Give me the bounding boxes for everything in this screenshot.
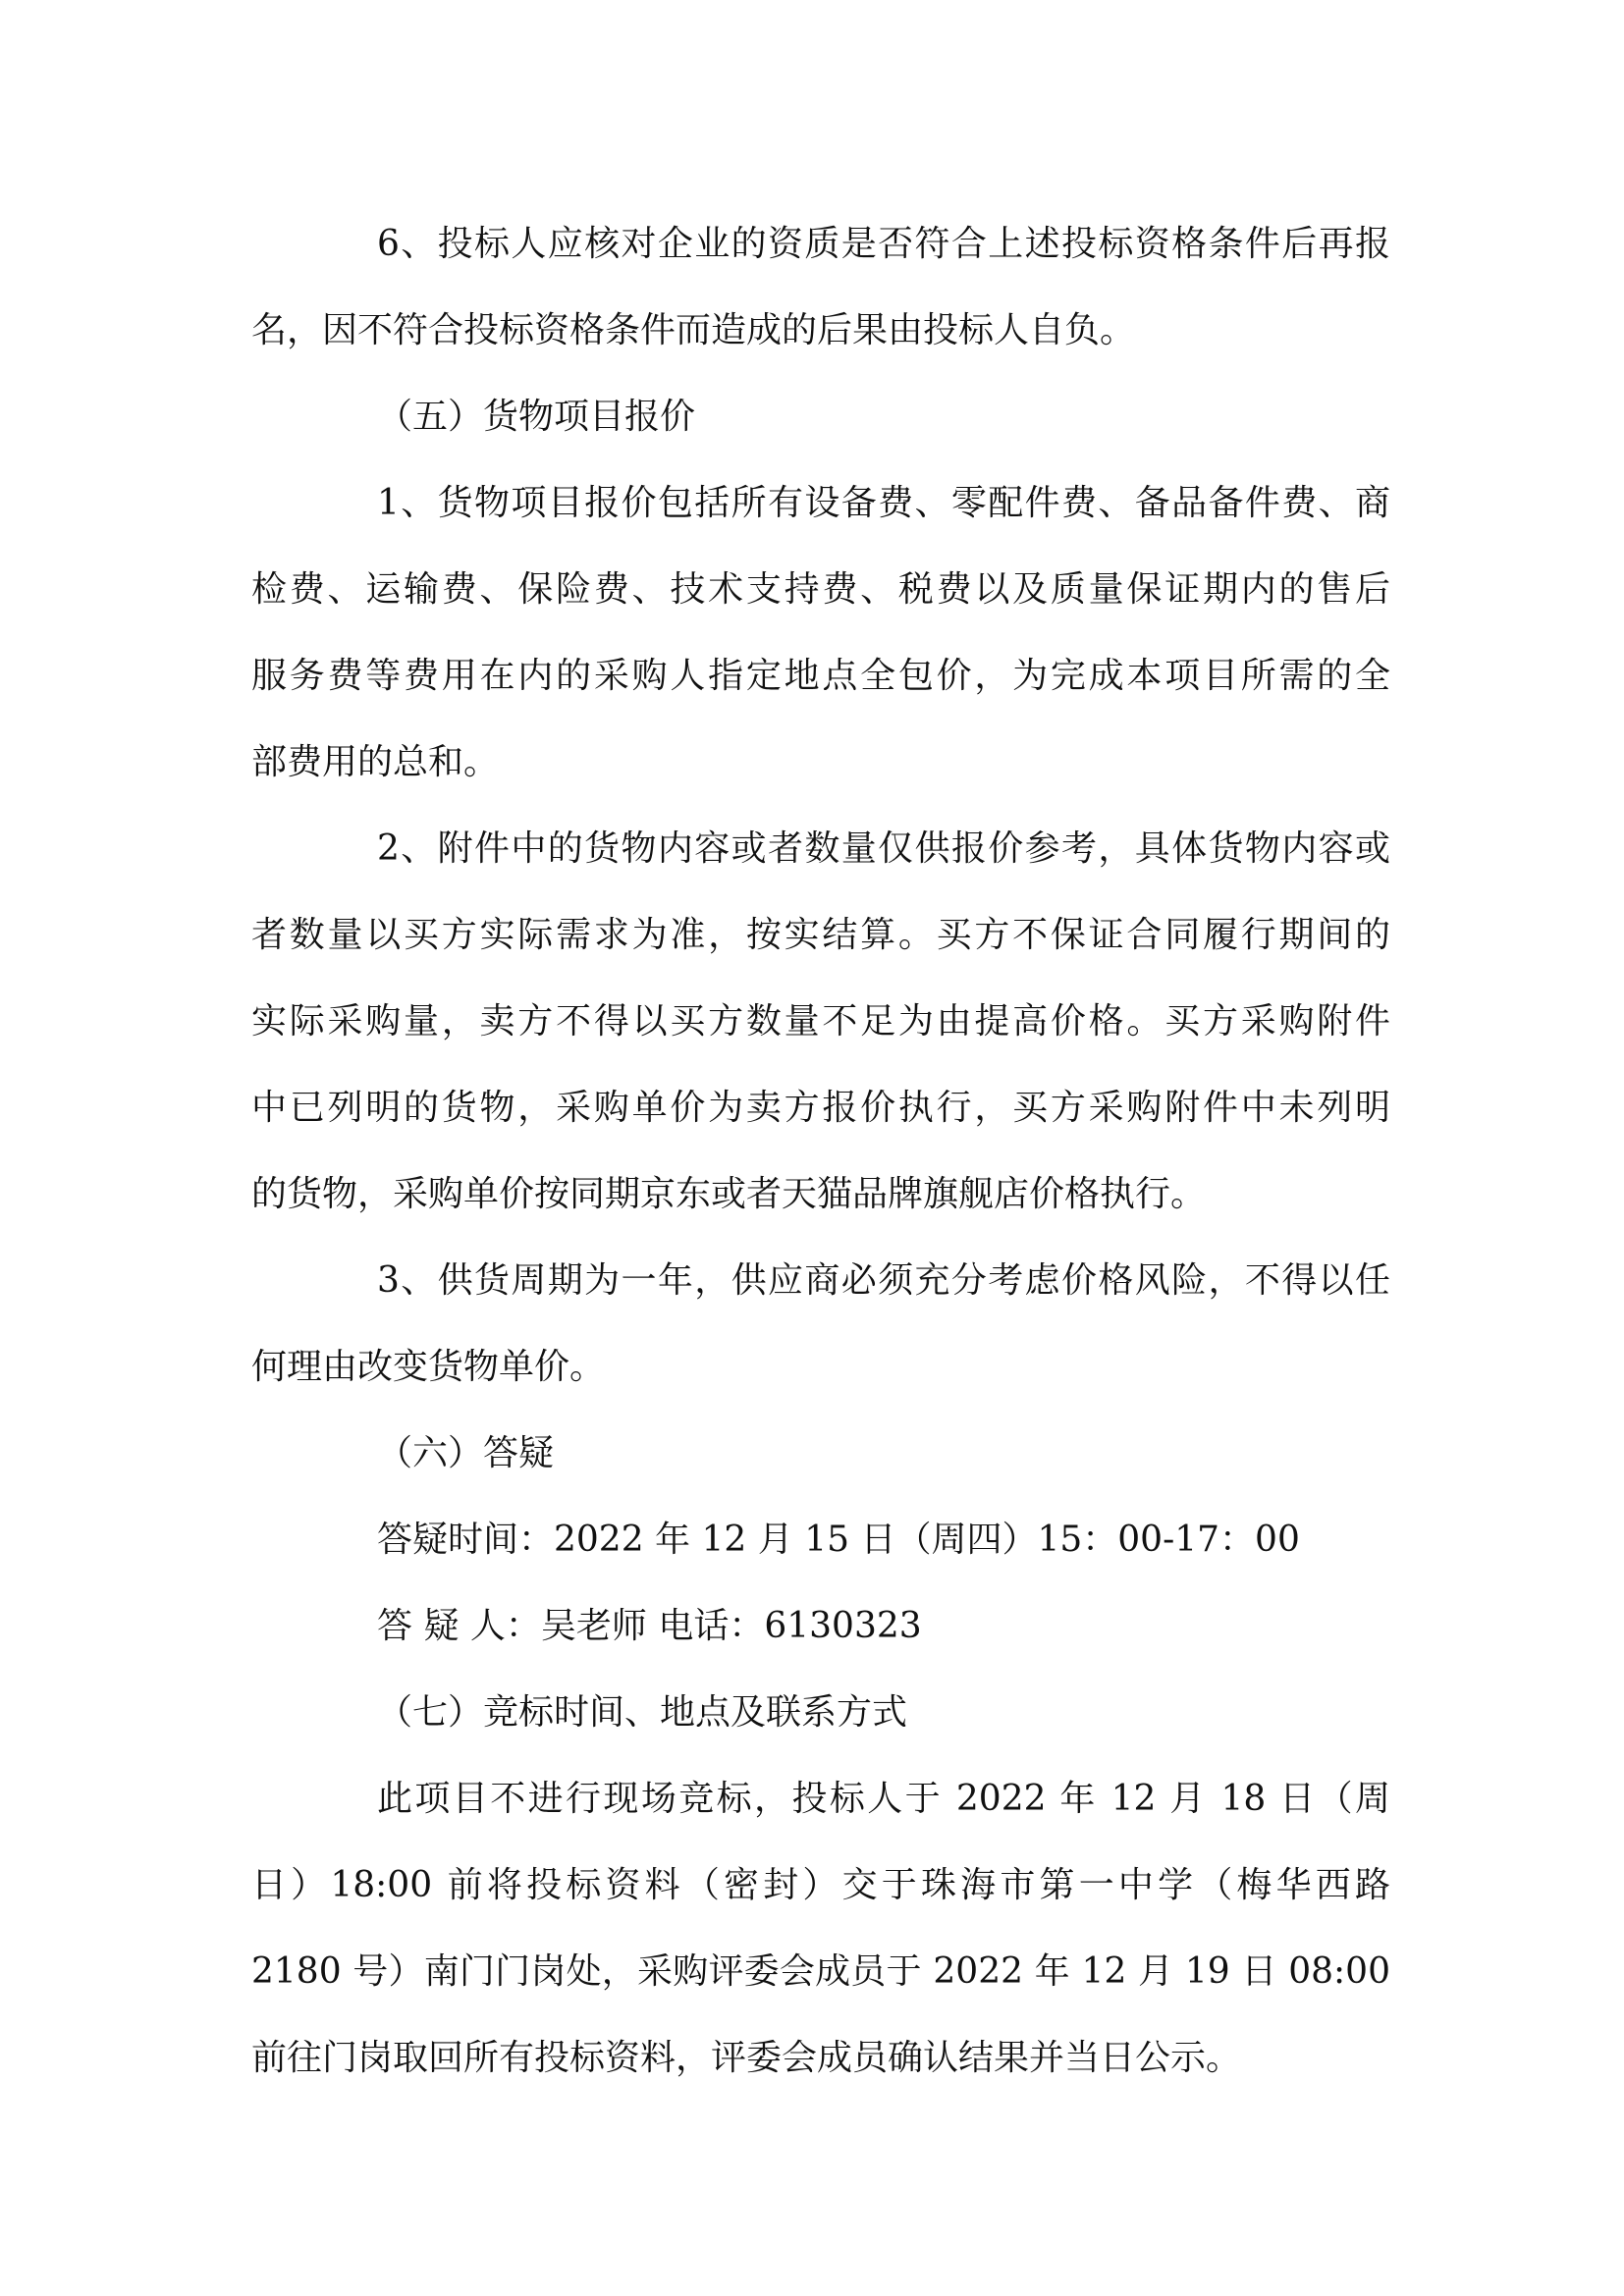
bidding-paragraph-line-3: 2180 号）南门门岗处，采购评委会成员于 2022 年 12 月 19 日 08:00 [251,1951,1390,1992]
qa-time: 答疑时间：2022 年 12 月 15 日（周四）15：00-17：00 [377,1520,1300,1560]
paragraph-6-line-1: 6、投标人应核对企业的资质是否符合上述投标资格条件后再报 [377,224,1390,264]
paragraph-1-line-4: 部费用的总和。 [251,742,500,782]
bidding-paragraph-line-2: 日）18:00 前将投标资料（密封）交于珠海市第一中学（梅华西路 [251,1865,1390,1905]
qa-contact: 答 疑 人：吴老师 电话：6130323 [377,1606,922,1646]
paragraph-2-line-3: 实际采购量，卖方不得以买方数量不足为由提高价格。买方采购附件 [251,1001,1390,1041]
paragraph-2-line-4: 中已列明的货物，采购单价为卖方报价执行，买方采购附件中未列明 [251,1088,1390,1128]
paragraph-3-line-1: 3、供货周期为一年，供应商必须充分考虑价格风险，不得以任 [377,1260,1390,1301]
paragraph-6-line-2: 名，因不符合投标资格条件而造成的后果由投标人自负。 [251,310,1136,350]
paragraph-1-line-1: 1、货物项目报价包括所有设备费、零配件费、备品备件费、商 [377,483,1390,523]
section-heading-5: （五）货物项目报价 [377,397,696,437]
section-heading-6: （六）答疑 [377,1433,555,1473]
bidding-paragraph-line-1: 此项目不进行现场竞标，投标人于 2022 年 12 月 18 日（周 [377,1779,1390,1819]
paragraph-2-line-5: 的货物，采购单价按同期京东或者天猫品牌旗舰店价格执行。 [251,1174,1207,1214]
paragraph-1-line-2: 检费、运输费、保险费、技术支持费、税费以及质量保证期内的售后 [251,569,1390,610]
document-body [251,201,1390,2102]
paragraph-2-line-1: 2、附件中的货物内容或者数量仅供报价参考，具体货物内容或 [377,828,1390,869]
section-heading-7: （七）竞标时间、地点及联系方式 [377,1692,908,1733]
paragraph-1-line-3: 服务费等费用在内的采购人指定地点全包价，为完成本项目所需的全 [251,656,1390,696]
bidding-paragraph-line-4: 前往门岗取回所有投标资料，评委会成员确认结果并当日公示。 [251,2038,1242,2078]
paragraph-3-line-2: 何理由改变货物单价。 [251,1347,606,1387]
paragraph-2-line-2: 者数量以买方实际需求为准，按实结算。买方不保证合同履行期间的 [251,915,1390,955]
